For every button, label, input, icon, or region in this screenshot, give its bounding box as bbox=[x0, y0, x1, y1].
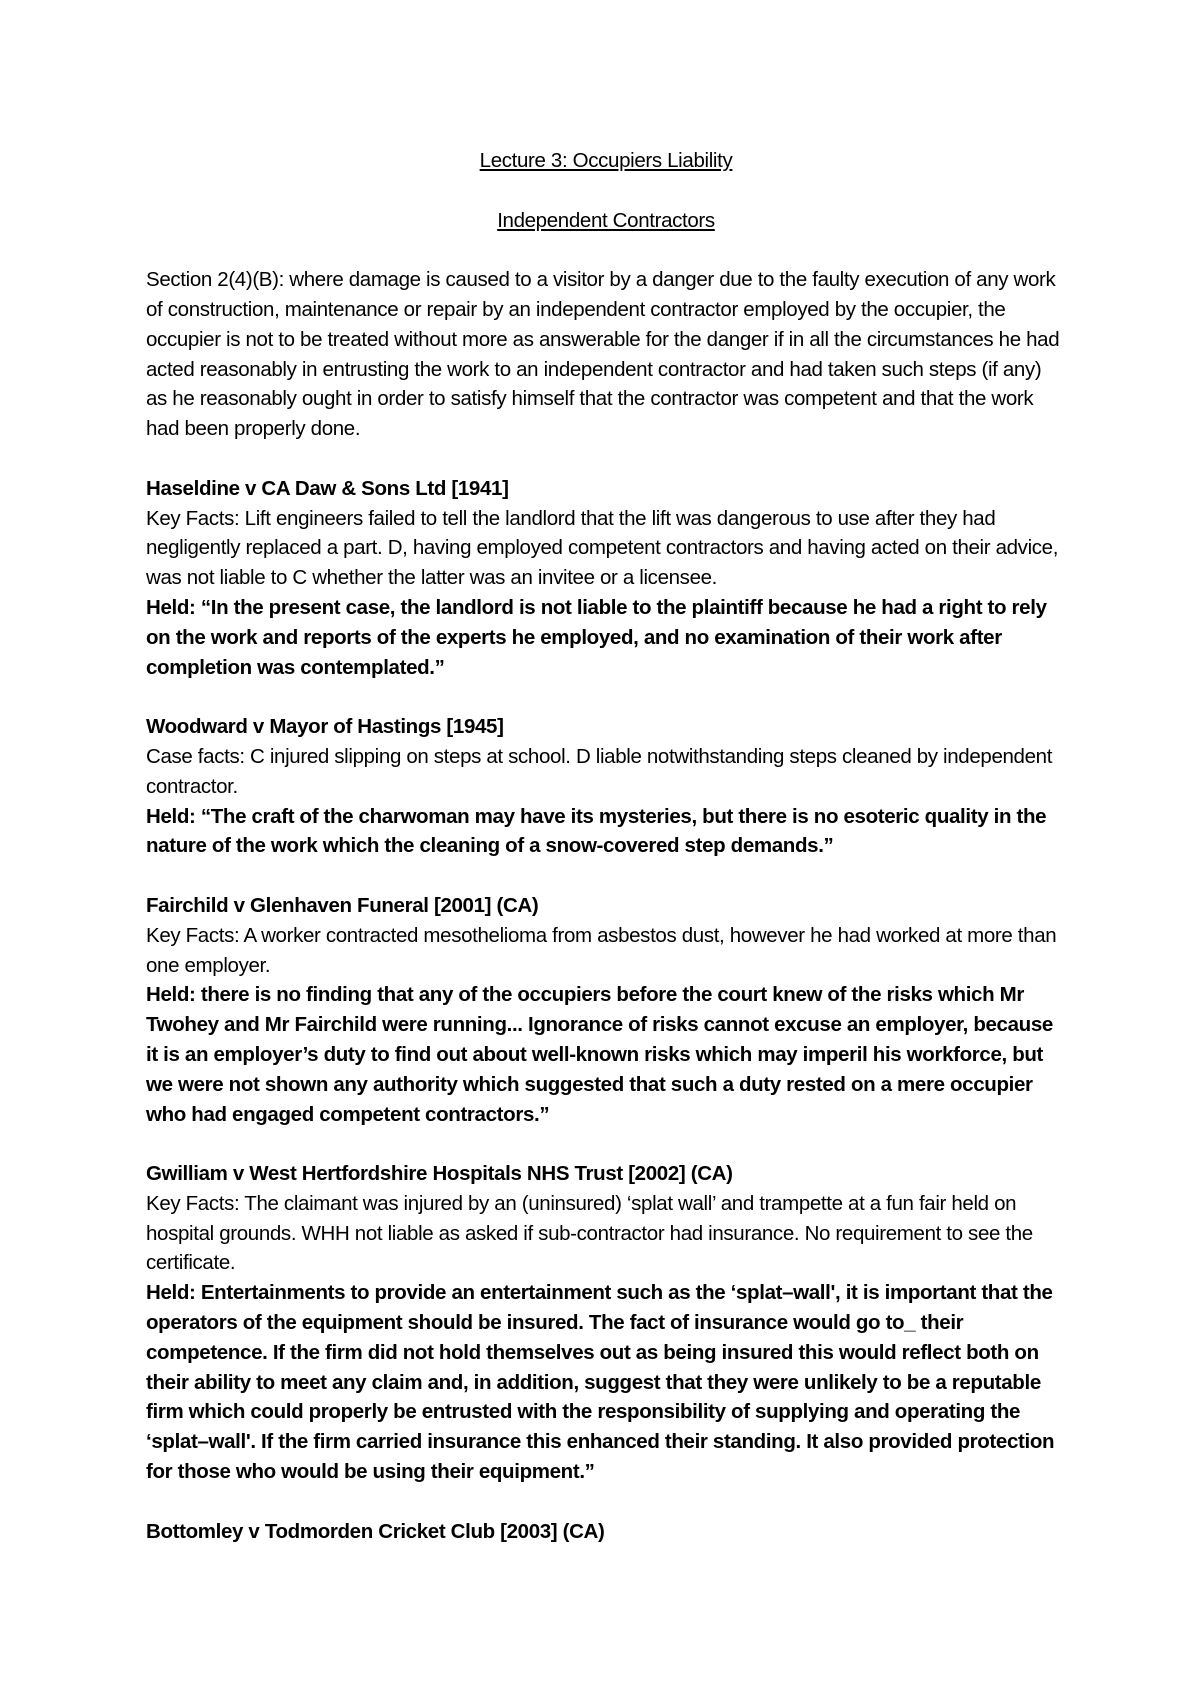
case-held: Held: “In the present case, the landlord is not liable to the plaintiff because he had a right to rely on the work and reports of the experts he employed, and no examination of their work after completion was contemplated.” bbox=[146, 595, 1047, 679]
case-block bbox=[146, 712, 1066, 861]
section-heading: Independent Contractors bbox=[497, 208, 715, 232]
case-name: Gwilliam v West Hertfordshire Hospitals NHS Trust [2002] (CA) bbox=[146, 1162, 733, 1186]
case-held: Held: “The craft of the charwoman may have its mysteries, but there is no esoteric quality in the nature of the work which the cleaning of a snow-covered step demands.” bbox=[146, 804, 1047, 858]
statute-paragraph: Section 2(4)(B): where damage is caused to a visitor by a danger due to the faulty execution of any work of construction, maintenance or repair by an independent contractor employed by the occupier, the occupier is not to be treated without more as answerable for the danger if in all the circumstances he had acted reasonably in entrusting the work to an independent contractor and had taken such steps (if any) as he reasonably ought in order to satisfy himself that the contractor was competent and that the work had been properly done. bbox=[146, 268, 1060, 441]
case-held: Held: there is no finding that any of the occupiers before the court knew of the risks which Mr Twohey and Mr Fairchild were running... Ignorance of risks cannot excuse an employer, because it is an employer’s duty to find out about well-known risks which may imperil his workforce, but we were not shown any authority which suggested that such a duty rested on a mere occupier who had engaged competent contractors.” bbox=[146, 983, 1053, 1126]
case-name: Woodward v Mayor of Hastings [1945] bbox=[146, 715, 504, 739]
case-name: Bottomley v Todmorden Cricket Club [2003] (CA) bbox=[146, 1519, 605, 1543]
case-facts: Key Facts: A worker contracted mesothelioma from asbestos dust, however he had worked at more than one employer. bbox=[146, 923, 1057, 977]
case-facts: Key Facts: Lift engineers failed to tell the landlord that the lift was dangerous to use after they had negligently replaced a part. D, having employed competent contractors and having acted on their advice, was not liable to C whether the latter was an invitee or a licensee. bbox=[146, 506, 1059, 590]
case-name: Haseldine v CA Daw & Sons Ltd [1941] bbox=[146, 476, 509, 500]
case-facts: Case facts: C injured slipping on steps at school. D liable notwithstanding steps cleaned by independent contractor. bbox=[146, 744, 1053, 798]
case-block bbox=[146, 1517, 1066, 1547]
document-page bbox=[146, 146, 1066, 1546]
case-name: Fairchild v Glenhaven Funeral [2001] (CA) bbox=[146, 893, 539, 917]
case-block bbox=[146, 1159, 1066, 1487]
case-block bbox=[146, 474, 1066, 683]
case-held: Held: Entertainments to provide an entertainment such as the ‘splat–wall', it is important that the operators of the equipment should be insured. The fact of insurance would go to_ their competence. If the firm did not hold themselves out as being insured this would reflect both on their ability to meet any claim and, in addition, suggest that they were unlikely to be a reputable firm which could properly be entrusted with the responsibility of supplying and operating the ‘splat–wall'. If the firm carried insurance this enhanced their standing. It also provided protection for those who would be using their equipment.” bbox=[146, 1281, 1055, 1484]
case-block bbox=[146, 891, 1066, 1129]
document-title: Lecture 3: Occupiers Liability bbox=[479, 149, 733, 172]
case-facts: Key Facts: The claimant was injured by an (uninsured) ‘splat wall’ and trampette at a fun fair held on hospital grounds. WHH not liable as asked if sub-contractor had insurance. No requirement to see the certificate. bbox=[146, 1191, 1033, 1275]
